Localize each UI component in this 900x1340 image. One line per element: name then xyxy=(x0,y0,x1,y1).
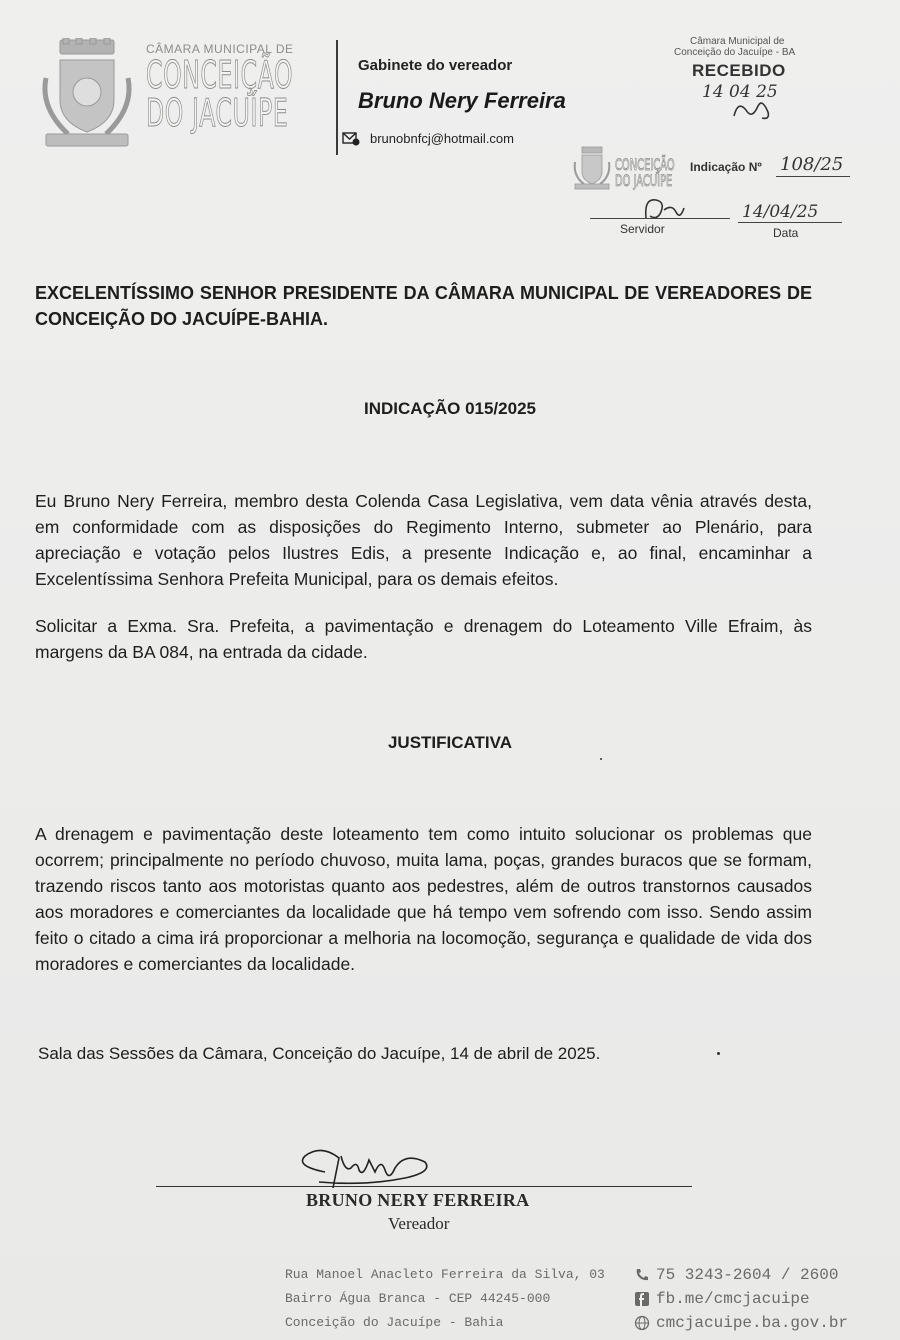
footer-contacts xyxy=(634,1263,848,1335)
small-logo-line-1: CONCEIÇÃO xyxy=(615,155,675,174)
header-divider xyxy=(336,40,338,155)
facebook-icon xyxy=(634,1291,650,1307)
date-line xyxy=(738,222,842,223)
email-address: brunobnfcj@hotmail.com xyxy=(370,131,514,146)
small-logo-line-2: DO JACUÍPE xyxy=(615,171,673,190)
document-title: INDICAÇÃO 015/2025 xyxy=(364,399,536,418)
vereador-name: Bruno Nery Ferreira xyxy=(358,88,566,113)
footer-website-row xyxy=(634,1311,848,1335)
footer-facebook-row xyxy=(634,1287,848,1311)
closing-line: Sala das Sessões da Câmara, Conceição do Jacuípe, 14 de abril de 2025. xyxy=(38,1044,601,1063)
footer-address-line-3: Conceição do Jacuípe - Bahia xyxy=(285,1315,504,1330)
justification-title: JUSTIFICATIVA xyxy=(387,733,513,752)
footer-address-line-2: Bairro Água Branca - CEP 44245-000 xyxy=(285,1291,551,1306)
paragraph-request: Solicitar a Exma. Sra. Prefeita, a pavimentação e drenagem do Loteamento Ville Efraim, às margens da BA 084, na entrada da cidade. xyxy=(35,616,812,662)
logo-line-2: DO JACUÍPE xyxy=(146,91,289,135)
logo-line-1: CONCEIÇÃO xyxy=(146,53,294,97)
indicacao-number-value: 108/25 xyxy=(780,154,844,175)
stamp-date: 14 04 25 xyxy=(702,82,778,102)
servidor-label: Servidor xyxy=(620,222,665,236)
footer-phone: 75 3243-2604 / 2600 xyxy=(656,1266,839,1284)
stamp-line-1: Câmara Municipal de xyxy=(690,36,785,47)
chamber-logo-text xyxy=(146,42,326,135)
signatory-role: Vereador xyxy=(388,1214,450,1233)
small-coat-of-arms-icon xyxy=(572,146,612,190)
addressee: EXCELENTÍSSIMO SENHOR PRESIDENTE DA CÂMARA MUNICIPAL DE VEREADORES DE CONCEIÇÃO DO JACUÍPE-BAHIA. xyxy=(35,283,812,329)
signatory-name: BRUNO NERY FERREIRA xyxy=(306,1190,530,1210)
footer-phone-row xyxy=(634,1263,848,1287)
phone-icon xyxy=(634,1267,650,1283)
footer-address-line-1: Rua Manoel Anacleto Ferreira da Silva, 03 xyxy=(285,1267,605,1282)
ink-speck xyxy=(717,1052,720,1055)
footer-website: cmcjacuipe.ba.gov.br xyxy=(656,1314,849,1332)
globe-icon xyxy=(634,1315,650,1331)
indicacao-number-label: Indicação Nº xyxy=(690,160,762,174)
stamp-date-value: 14/04/25 xyxy=(742,202,819,222)
footer-address xyxy=(285,1263,605,1335)
stamp-status: RECEBIDO xyxy=(692,61,786,80)
signature-line xyxy=(156,1186,692,1187)
indicacao-number-line xyxy=(776,176,850,177)
servidor-line xyxy=(590,218,730,219)
servidor-signature xyxy=(626,192,696,226)
footer-facebook: fb.me/cmcjacuipe xyxy=(656,1290,810,1308)
email-icon xyxy=(342,132,360,146)
municipal-coat-of-arms-icon xyxy=(38,38,136,150)
stamp-initials-signature xyxy=(728,96,776,126)
logo-small-text: CÂMARA MUNICIPAL DE xyxy=(146,42,294,56)
ink-speck xyxy=(600,758,602,760)
date-label: Data xyxy=(773,226,799,240)
stamp-line-2: Conceição do Jacuípe - BA xyxy=(674,47,796,58)
justification-text: A drenagem e pavimentação deste loteamento tem como intuito solucionar os problemas que ocorrem; principalmente no período chuvoso, muita lama, poças, grandes buracos que se formam, trazendo riscos tanto aos motoristas quanto aos pedestres, além de outros transtornos causados aos moradores e comerciantes da localidade que há tempo vem sofrendo com isso. Sendo assim feito o citado a cima irá proporcionar a melhoria na locomoção, segurança e qualidade de vida dos moradores e comerciantes da localidade. xyxy=(35,824,812,974)
gabinete-label: Gabinete do vereador xyxy=(358,57,513,74)
paragraph-intro: Eu Bruno Nery Ferreira, membro desta Colenda Casa Legislativa, vem data vênia através desta, em conformidade com as disposições do Regimento Interno, submeter ao Plenário, para apreciação e votação pelos Ilustres Edis, a presente Indicação e, ao final, encaminhar a Excelentíssima Senhora Prefeita Municipal, para os demais efeitos. xyxy=(35,491,812,589)
